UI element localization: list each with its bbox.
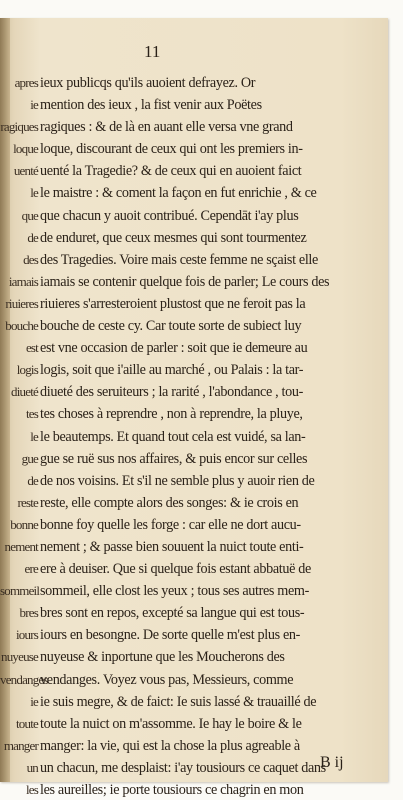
margin-cut-text: tes [25,406,38,422]
text-line [0,381,388,403]
margin-cut-text: iamais [8,273,38,289]
line-text: est vne occasion de parler : soit que ie demeure au [40,340,308,357]
text-line [0,182,388,204]
line-text: reste, elle compte alors des songes: & ie crois en [40,494,299,511]
line-text: ragiques : & de là en auant elle versa vne grand [40,119,293,136]
text-line [0,337,388,359]
text-line [0,536,388,558]
text-line [0,646,388,668]
margin-cut-text: ere [24,561,38,577]
signature-mark: B ij [320,754,344,771]
text-line [0,72,388,94]
line-text: ie suis megre, & de faict: Ie suis lassé & trauaillé de [40,693,317,710]
line-text: les aureilles; ie porte tousiours ce chagrin en mon [40,782,304,798]
margin-cut-text: gue [21,450,38,466]
margin-cut-text: manger [3,737,38,753]
line-text: tes choses à reprendre , non à reprendre, la pluye, [40,406,303,423]
line-text: iours en besongne. De sorte quelle m'est plus en- [40,627,301,644]
margin-cut-text: loque [13,141,38,157]
line-text: nuyeuse & inportune que les Moucherons des [40,649,285,666]
text-line [0,624,388,646]
margin-cut-text: toute [16,715,38,731]
book-page [0,18,388,798]
line-text: de nos voisins. Et s'il ne semble plus y auoir rien de [40,472,315,489]
text-line [0,558,388,580]
margin-cut-text: iours [15,627,38,643]
margin-cut-text: le [30,428,38,444]
text-line [0,492,388,514]
margin-cut-text: ie [30,693,38,709]
text-line [0,448,388,470]
text-line [0,205,388,227]
margin-cut-text: bonne [10,516,38,532]
line-text: nement ; & passe bien souuent la nuict toute enti- [40,538,304,555]
text-line [0,669,388,691]
text-line [0,249,388,271]
line-text: bouche de ceste cy. Car toute sorte de subiect luy [40,318,302,335]
margin-cut-text: bouche [5,318,38,334]
margin-cut-text: le [30,185,38,201]
margin-cut-text: de [27,472,38,488]
line-text: logis, soit que i'aille au marché , ou Palais : la tar- [40,362,304,379]
line-text: mention des ieux , la fist venir aux Poëtes [40,97,262,114]
text-line [0,713,388,735]
page-number: 11 [144,42,161,61]
margin-cut-text: nement [4,538,38,554]
margin-cut-text: est [25,340,38,356]
line-text: bres sont en repos, excepté sa langue qui est tous- [40,605,305,622]
line-text: ere à deuiser. Que si quelque fois estant abbatuë de [40,561,311,578]
text-line [0,359,388,381]
margin-cut-text: des [23,251,38,267]
margin-cut-text: vendanges [0,671,48,687]
margin-cut-text: sommeil [0,583,40,599]
line-text: uenté la Tragedie? & de ceux qui en auoient faict [40,163,302,180]
line-text: de enduret, que ceux mesmes qui sont tourmentez [40,229,307,246]
margin-cut-text: reste [17,494,38,510]
text-block [0,72,388,801]
text-line [0,602,388,624]
margin-cut-text: que [21,207,38,223]
text-line [0,160,388,182]
line-text: bonne foy quelle les forge : car elle ne dort aucu- [40,516,301,533]
margin-cut-text: ragiques [0,119,38,135]
margin-cut-text: de [27,229,38,245]
text-line [0,403,388,425]
line-text: des Tragedies. Voire mais ceste femme ne sçaist elle [40,251,318,268]
line-text: que chacun y auoit contribué. Cependāt i'ay plus [40,207,299,224]
line-text: manger: la vie, qui est la chose la plus agreable à [40,737,300,754]
text-line [0,514,388,536]
margin-cut-text: diueté [11,384,38,400]
line-text: vendanges. Voyez vous pas, Messieurs, comme [40,671,294,688]
margin-cut-text: riuieres [5,295,38,311]
line-text: riuieres s'arresteroient plustost que ne feroit pas la [40,295,306,312]
margin-cut-text: uenté [13,163,38,179]
text-line [0,315,388,337]
margin-cut-text: apres [14,75,38,90]
text-line [0,779,388,801]
text-line [0,691,388,713]
text-line [0,271,388,293]
line-text: le beautemps. Et quand tout cela est vuidé, sa lan- [40,428,306,445]
text-line [0,293,388,315]
line-text: sommeil, elle clost les yeux ; tous ses autres mem- [40,583,309,600]
text-line [0,426,388,448]
text-line [0,94,388,116]
line-text: loque, discourant de ceux qui ont les premiers in- [40,141,303,158]
text-line [0,227,388,249]
margin-cut-text: un [26,759,38,775]
line-text: iamais se contenir quelque fois de parler; Le cours des [40,273,330,290]
margin-cut-text: ie [30,97,38,113]
line-text: toute la nuict on m'assomme. Ie hay le boire & le [40,715,302,732]
margin-cut-text: nuyeuse [1,649,38,665]
text-line [0,470,388,492]
margin-cut-text: bres [19,605,38,621]
line-text: ieux publicqs qu'ils auoient defrayez. Or [40,75,256,91]
line-text: diueté des seruiteurs ; la rarité , l'abondance , tou- [40,384,303,401]
margin-cut-text: les [25,782,38,797]
text-line [0,580,388,602]
text-line [0,138,388,160]
margin-cut-text: logis [16,362,38,378]
text-line [0,116,388,138]
line-text: le maistre : & coment la façon en fut enrichie , & ce [40,185,317,202]
line-text: un chacun, me desplaist: i'ay tousiours ce caquet dans [40,759,326,776]
line-text: gue se ruë sus nos affaires, & puis encor sur celles [40,450,308,467]
